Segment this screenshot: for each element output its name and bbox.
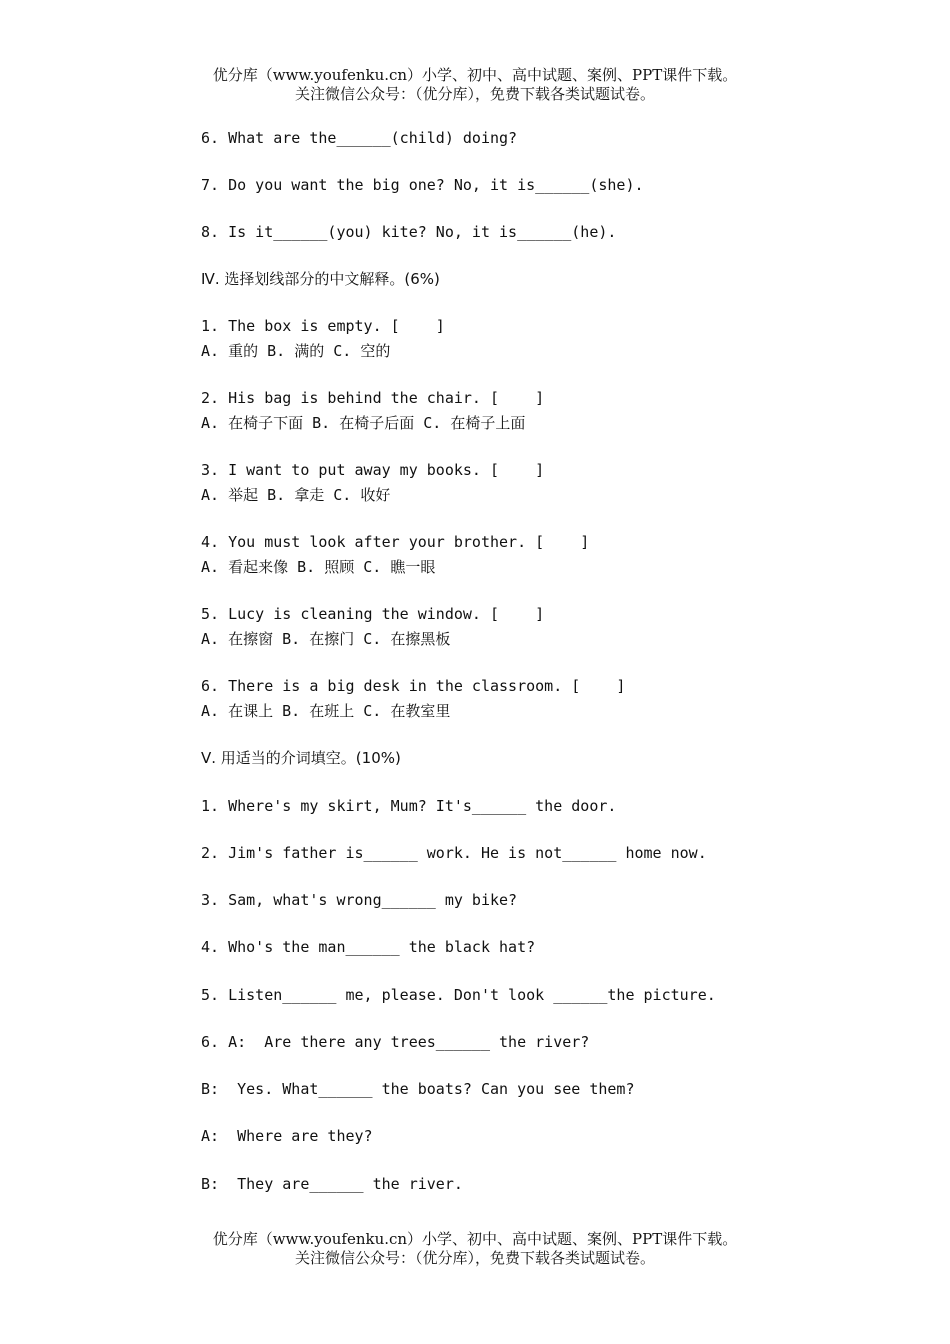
s5-line-1: 1. Where's my skirt, Mum? It's______ the door.	[201, 797, 617, 815]
s3-question-6: 6. What are the______(child) doing?	[201, 129, 518, 147]
s3-question-8: 8. Is it______(you) kite? No, it is______(he).	[201, 223, 617, 241]
header-line-1: 优分库（www.youfenku.cn）小学、初中、高中试题、案例、PPT课件下载。	[212, 66, 738, 84]
page-header	[0, 66, 950, 104]
s3-question-7: 7. Do you want the big one? No, it is______(she).	[201, 176, 644, 194]
section-5-title: Ⅴ. 用适当的介词填空。(10%)	[201, 749, 401, 767]
s4-question-3: 3. I want to put away my books. [ ]	[201, 461, 545, 479]
section-4-title: Ⅳ. 选择划线部分的中文解释。(6%)	[201, 270, 440, 288]
s5-line-5: 5. Listen______ me, please. Don't look ______the picture.	[201, 986, 716, 1004]
s4-question-5: 5. Lucy is cleaning the window. [ ]	[201, 605, 545, 623]
s5-line-2: 2. Jim's father is______ work. He is not______ home now.	[201, 844, 707, 862]
page-footer	[0, 1230, 950, 1268]
s4-question-6: 6. There is a big desk in the classroom. [ ]	[201, 677, 626, 695]
s5-line-6c: A: Where are they?	[201, 1127, 373, 1145]
s5-line-6b: B: Yes. What______ the boats? Can you see them?	[201, 1080, 635, 1098]
s5-line-3: 3. Sam, what's wrong______ my bike?	[201, 891, 518, 909]
s4-options-5: A. 在擦窗 B. 在擦门 C. 在擦黑板	[201, 630, 451, 648]
s4-question-4: 4. You must look after your brother. [ ]	[201, 533, 590, 551]
s5-line-4: 4. Who's the man______ the black hat?	[201, 938, 536, 956]
s4-question-2: 2. His bag is behind the chair. [ ]	[201, 389, 545, 407]
s4-options-6: A. 在课上 B. 在班上 C. 在教室里	[201, 702, 451, 720]
header-line-2: 关注微信公众号：（优分库），免费下载各类试题试卷。	[294, 85, 655, 103]
s5-line-6a: 6. A: Are there any trees______ the river?	[201, 1033, 590, 1051]
s4-question-1: 1. The box is empty. [ ]	[201, 317, 445, 335]
footer-line-1: 优分库（www.youfenku.cn）小学、初中、高中试题、案例、PPT课件下载。	[212, 1230, 738, 1248]
s5-line-6d: B: They are______ the river.	[201, 1175, 463, 1193]
s4-options-3: A. 举起 B. 拿走 C. 收好	[201, 486, 391, 504]
footer-line-2: 关注微信公众号：（优分库），免费下载各类试题试卷。	[294, 1249, 655, 1267]
s4-options-4: A. 看起来像 B. 照顾 C. 瞧一眼	[201, 558, 436, 576]
s4-options-1: A. 重的 B. 满的 C. 空的	[201, 342, 391, 360]
s4-options-2: A. 在椅子下面 B. 在椅子后面 C. 在椅子上面	[201, 414, 526, 432]
